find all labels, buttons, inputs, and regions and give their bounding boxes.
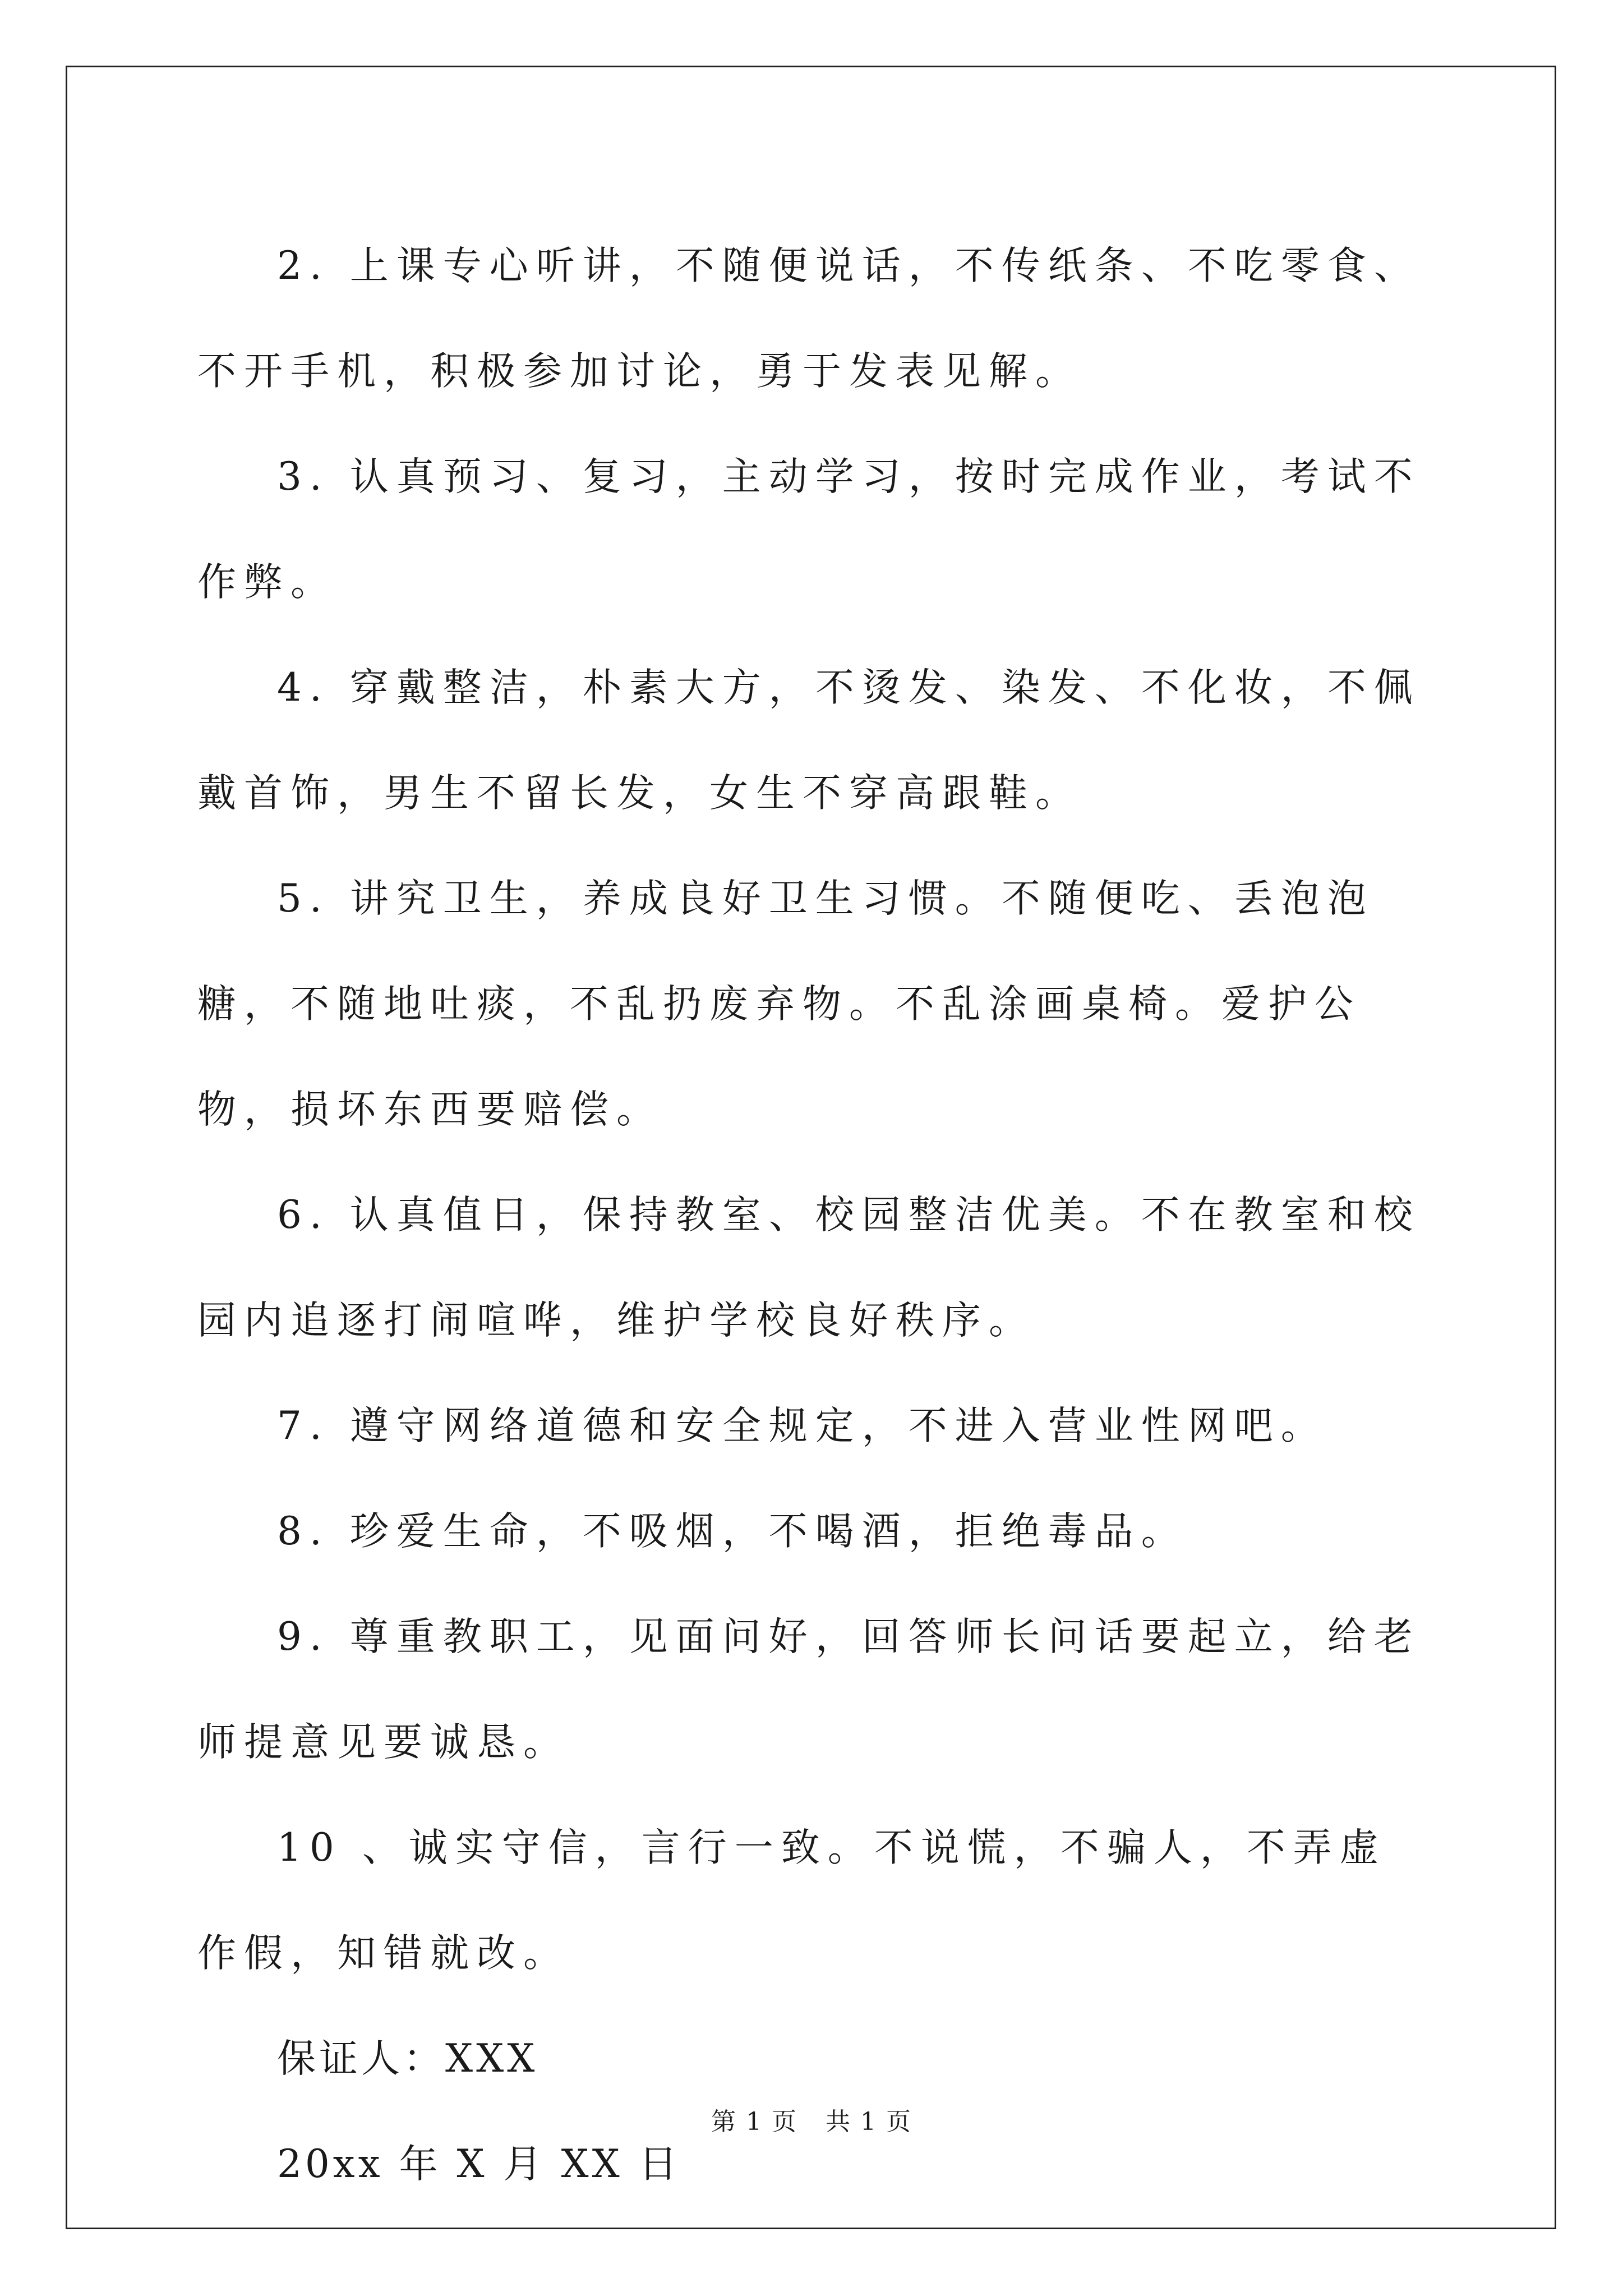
list-item: 10 、诚实守信，言行一致。不说慌，不骗人，不弄虚作假，知错就改。 [197,1825,1386,1976]
list-item: 5. 讲究卫生，养成良好卫生习惯。不随便吃、丢泡泡糖，不随地吐痰，不乱扔废弃物。不乱涂画桌椅。爱护公物，损坏东西要赔偿。 [197,876,1374,1132]
guarantor-line: 保证人：XXX [277,2036,538,2081]
list-item: 4. 穿戴整洁，朴素大方，不烫发、染发、不化妆，不佩戴首饰，男生不留长发，女生不穿高跟鞋。 [197,665,1421,816]
list-item: 2. 上课专心听讲，不随便说话，不传纸条、不吃零食、不开手机，积极参加讨论，勇于发表见解。 [197,243,1421,394]
date-line: 20xx 年 X 月 XX 日 [277,2142,681,2187]
page-footer [0,2101,1623,2137]
list-item: 7. 遵守网络道德和安全规定，不进入营业性网吧。 [277,1404,1327,1448]
page-total: 共 1 页 [826,2108,912,2136]
document-body [197,213,1431,2217]
list-item: 8. 珍爱生命，不吸烟，不喝酒，拒绝毒品。 [277,1509,1188,1554]
list-item: 9. 尊重教职工，见面问好，回答师长问话要起立，给老师提意见要诚恳。 [197,1614,1421,1765]
list-item: 6. 认真值日，保持教室、校园整洁优美。不在教室和校园内追逐打闹喧哗，维护学校良好秩序。 [197,1193,1421,1343]
list-item: 3. 认真预习、复习，主动学习，按时完成作业，考试不作弊。 [197,454,1421,605]
page-number: 第 1 页 [711,2108,797,2136]
